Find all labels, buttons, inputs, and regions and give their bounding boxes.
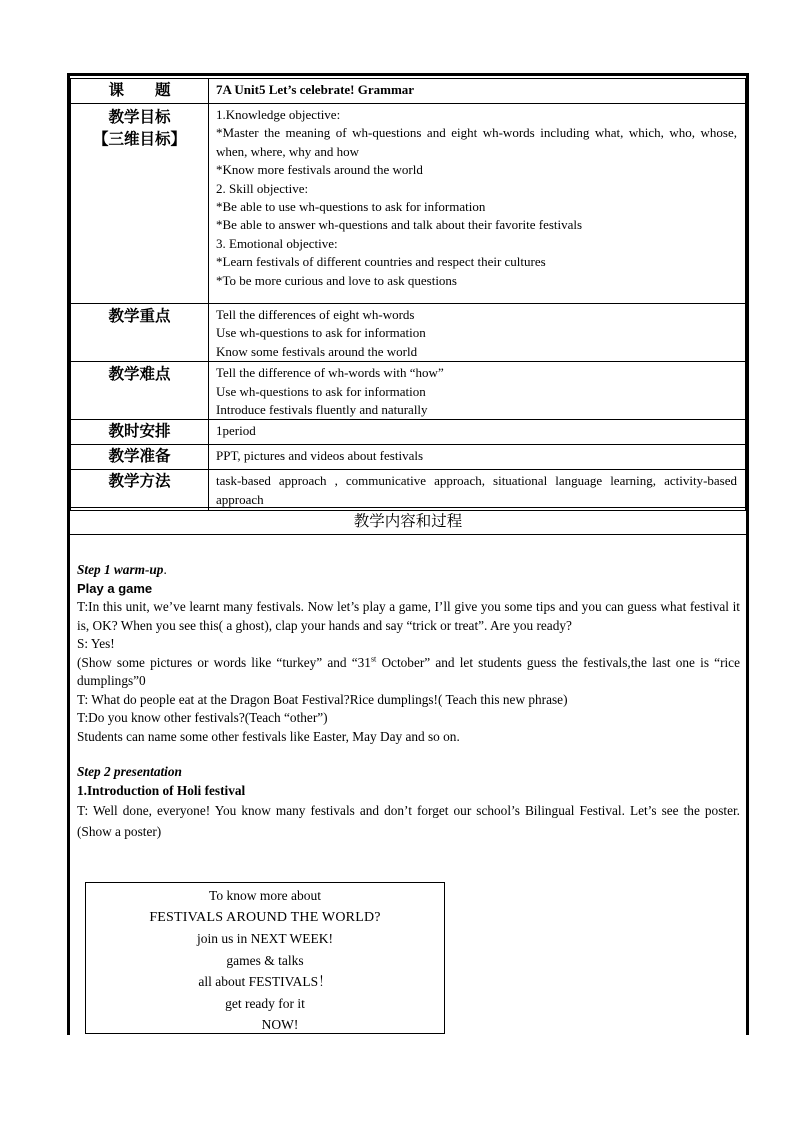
key-points-label: 教学重点	[71, 304, 209, 362]
objective-line: 3. Emotional objective:	[216, 235, 338, 251]
poster-line: get ready for it	[225, 995, 305, 1011]
preparation-label: 教学准备	[71, 445, 209, 470]
objective-line: *Be able to answer wh-questions and talk about their favorite festivals	[216, 217, 583, 233]
section-title: 教学内容和过程	[70, 507, 746, 535]
key-point-line: Tell the differences of eight wh-words	[216, 307, 415, 322]
difficulties-value	[209, 362, 746, 420]
objective-line: 1.Knowledge objective:	[216, 107, 341, 122]
poster-line: all about FESTIVALS！	[198, 974, 332, 989]
poster-line: NOW!	[261, 1017, 299, 1032]
hours-value: 1period	[209, 420, 746, 445]
step1-title: Step 1 warm-up.	[77, 562, 167, 577]
methods-label: 教学方法	[71, 470, 209, 511]
objectives-label	[71, 104, 209, 304]
paragraph: T: Well done, everyone! You know many festivals and don’t forget our school’s Bilingual Festival. Let’s see the poster.(Show a poster)	[77, 803, 740, 839]
difficulties-label: 教学难点	[71, 362, 209, 420]
paragraph: (Show some pictures or words like “turkey” and “31st October” and let students guess the festivals,the last one is “rice dumplings”0	[77, 654, 740, 688]
poster-line: FESTIVALS AROUND THE WORLD?	[149, 909, 381, 925]
key-point-line: Know some festivals around the world	[216, 343, 418, 359]
objective-line: *Be able to use wh-questions to ask for information	[216, 199, 486, 215]
poster-line: To know more about	[209, 888, 321, 903]
objectives-value	[209, 104, 746, 304]
objective-line: *Learn festivals of different countries and respect their cultures	[216, 254, 546, 270]
step2-subtitle: 1.Introduction of Holi festival	[77, 782, 246, 798]
poster-line: join us in NEXT WEEK!	[197, 931, 333, 946]
topic-label: 课 题	[71, 79, 209, 104]
objective-line: 2. Skill objective:	[216, 180, 309, 196]
objectives-label-line2: 【三维目标】	[92, 130, 186, 148]
paragraph: S: Yes!	[77, 636, 115, 651]
lesson-content	[77, 561, 740, 842]
step1-subtitle: Play a game	[77, 580, 153, 596]
objective-line: *Master the meaning of wh-questions and eight wh-words including what, which, who, whose, when, where, why and how	[216, 125, 737, 159]
objective-line: *To be more curious and love to ask questions	[216, 272, 457, 288]
objective-line: *Know more festivals around the world	[216, 162, 423, 178]
festival-poster	[85, 882, 445, 1034]
hours-label: 教时安排	[71, 420, 209, 445]
difficulty-line: Use wh-questions to ask for information	[216, 383, 426, 399]
lesson-info-table	[70, 78, 746, 511]
objectives-label-line1: 教学目标	[108, 108, 171, 126]
paragraph: T:In this unit, we’ve learnt many festivals. Now let’s play a game, I’ll give you some tips and you can guess what festival it is, OK? When you see this( a ghost), clap your hands and say “trick or treat”. Are you ready?	[77, 599, 740, 633]
paragraph: T:Do you know other festivals?(Teach “other”)	[77, 710, 328, 725]
poster-line: games & talks	[226, 952, 304, 968]
step2-title: Step 2 presentation	[77, 764, 182, 779]
key-points-value	[209, 304, 746, 362]
key-point-line: Use wh-questions to ask for information	[216, 325, 426, 341]
difficulty-line: Tell the difference of wh-words with “how”	[216, 365, 444, 381]
preparation-value: PPT, pictures and videos about festivals	[209, 445, 746, 470]
topic-value: 7A Unit5 Let’s celebrate! Grammar	[209, 79, 746, 104]
difficulty-line: Introduce festivals fluently and naturally	[216, 402, 428, 418]
paragraph: T: What do people eat at the Dragon Boat Festival?Rice dumplings!( Teach this new phrase)	[77, 691, 568, 707]
paragraph: Students can name some other festivals like Easter, May Day and so on.	[77, 728, 460, 744]
methods-value: task-based approach , communicative approach, situational language learning, activity-based approach	[209, 470, 746, 511]
